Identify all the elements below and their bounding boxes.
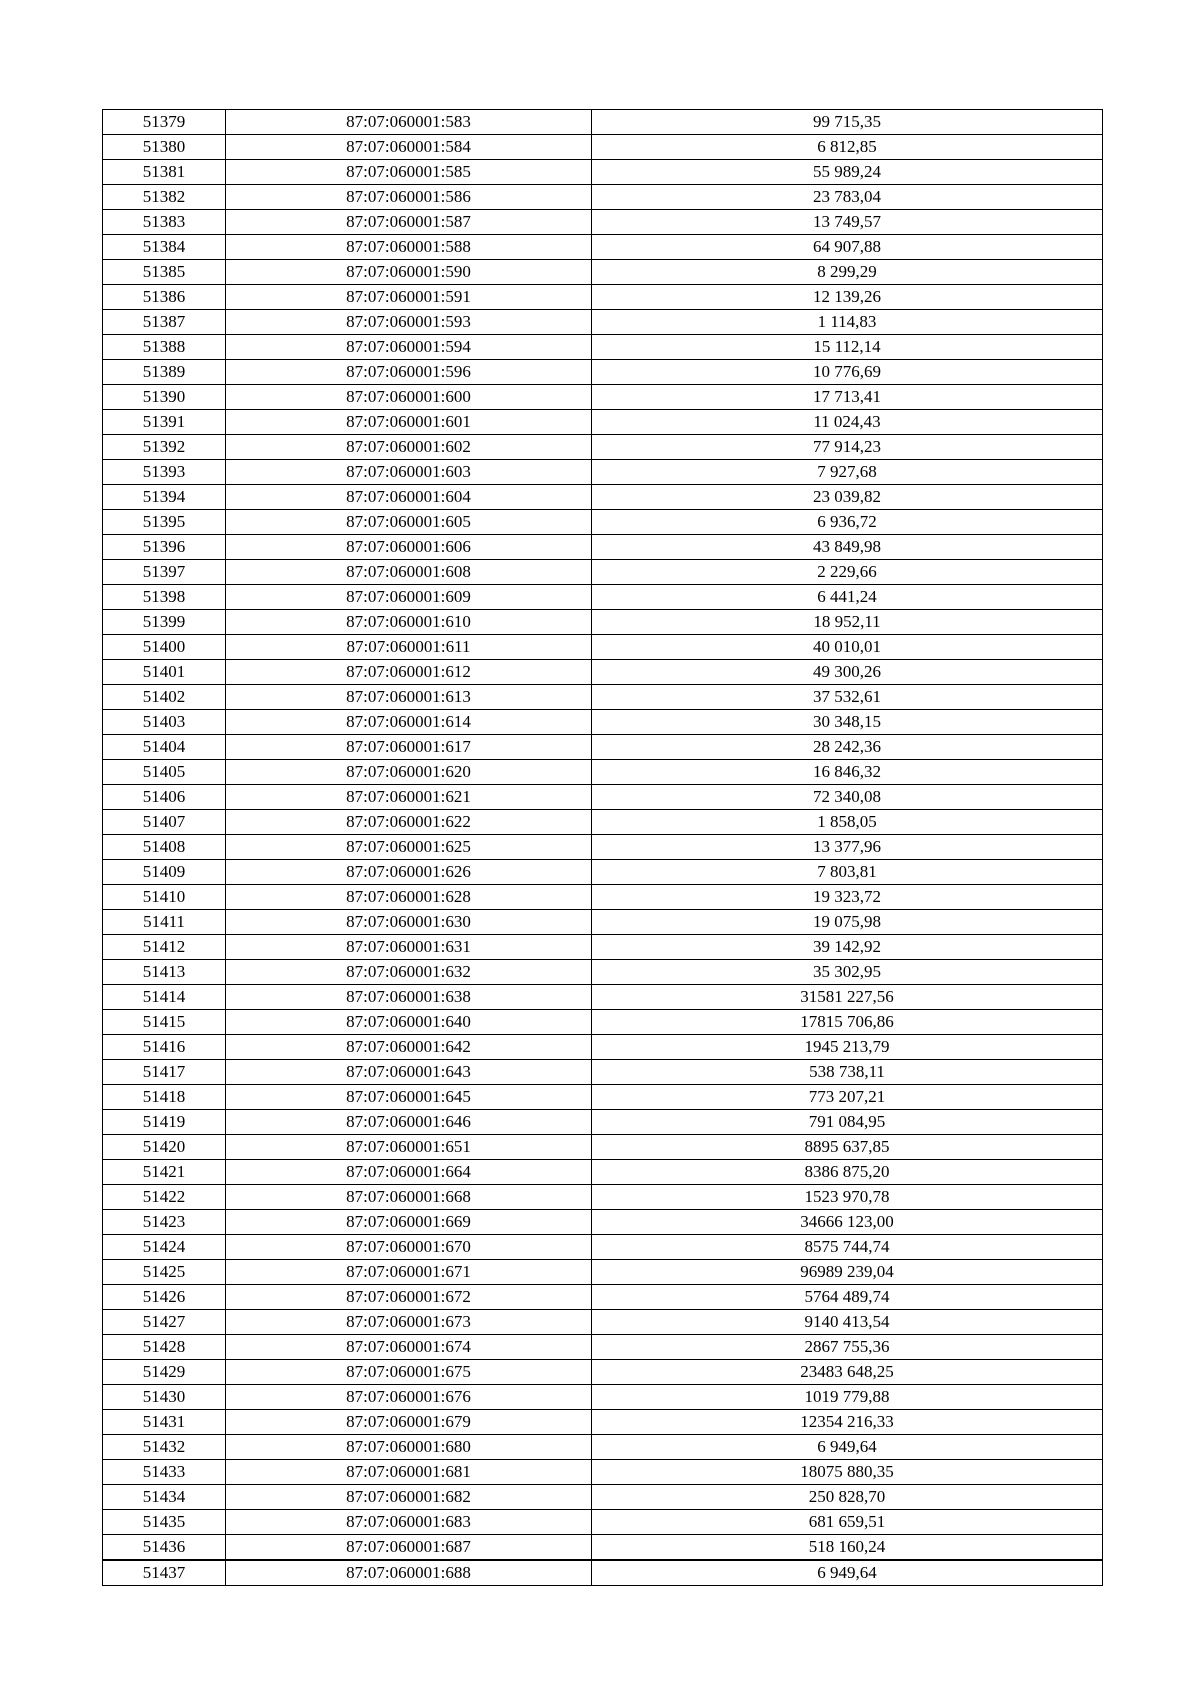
cadastral-value-cell: 13 749,57 <box>592 210 1103 235</box>
table-row <box>103 410 1103 435</box>
cadastral-number-cell: 87:07:060001:672 <box>226 1285 592 1310</box>
cadastral-value-cell: 30 348,15 <box>592 710 1103 735</box>
cadastral-number-cell: 87:07:060001:591 <box>226 285 592 310</box>
row-number-cell: 51401 <box>103 660 226 685</box>
table-row <box>103 560 1103 585</box>
table-row <box>103 435 1103 460</box>
cadastral-value-cell: 23483 648,25 <box>592 1360 1103 1385</box>
cadastral-number-cell: 87:07:060001:583 <box>226 110 592 135</box>
cadastral-value-cell: 64 907,88 <box>592 235 1103 260</box>
table-row <box>103 1435 1103 1460</box>
table-row <box>103 1260 1103 1285</box>
row-number-cell: 51403 <box>103 710 226 735</box>
table-row <box>103 885 1103 910</box>
table-row <box>103 835 1103 860</box>
row-number-cell: 51386 <box>103 285 226 310</box>
table-row <box>103 1535 1103 1561</box>
cadastral-value-cell: 37 532,61 <box>592 685 1103 710</box>
row-number-cell: 51404 <box>103 735 226 760</box>
cadastral-number-cell: 87:07:060001:674 <box>226 1335 592 1360</box>
row-number-cell: 51419 <box>103 1110 226 1135</box>
cadastral-number-cell: 87:07:060001:682 <box>226 1485 592 1510</box>
cadastral-value-cell: 681 659,51 <box>592 1510 1103 1535</box>
cadastral-number-cell: 87:07:060001:676 <box>226 1385 592 1410</box>
cadastral-number-cell: 87:07:060001:601 <box>226 410 592 435</box>
cadastral-value-cell: 35 302,95 <box>592 960 1103 985</box>
cadastral-value-cell: 96989 239,04 <box>592 1260 1103 1285</box>
table-row <box>103 910 1103 935</box>
table-row <box>103 935 1103 960</box>
cadastral-number-cell: 87:07:060001:611 <box>226 635 592 660</box>
row-number-cell: 51402 <box>103 685 226 710</box>
cadastral-number-cell: 87:07:060001:681 <box>226 1460 592 1485</box>
cadastral-value-cell: 6 812,85 <box>592 135 1103 160</box>
table-row <box>103 135 1103 160</box>
cadastral-value-cell: 8575 744,74 <box>592 1235 1103 1260</box>
cadastral-value-cell: 23 783,04 <box>592 185 1103 210</box>
cadastral-value-cell: 6 949,64 <box>592 1560 1103 1586</box>
cadastral-number-cell: 87:07:060001:608 <box>226 560 592 585</box>
cadastral-value-cell: 8895 637,85 <box>592 1135 1103 1160</box>
cadastral-number-cell: 87:07:060001:604 <box>226 485 592 510</box>
row-number-cell: 51426 <box>103 1285 226 1310</box>
cadastral-value-table <box>102 109 1103 1586</box>
cadastral-value-cell: 11 024,43 <box>592 410 1103 435</box>
cadastral-value-cell: 791 084,95 <box>592 1110 1103 1135</box>
table-row <box>103 460 1103 485</box>
cadastral-value-cell: 99 715,35 <box>592 110 1103 135</box>
cadastral-number-cell: 87:07:060001:587 <box>226 210 592 235</box>
row-number-cell: 51430 <box>103 1385 226 1410</box>
table-row <box>103 1010 1103 1035</box>
cadastral-value-cell: 250 828,70 <box>592 1485 1103 1510</box>
cadastral-number-cell: 87:07:060001:594 <box>226 335 592 360</box>
cadastral-number-cell: 87:07:060001:675 <box>226 1360 592 1385</box>
row-number-cell: 51433 <box>103 1460 226 1485</box>
row-number-cell: 51422 <box>103 1185 226 1210</box>
table-row <box>103 160 1103 185</box>
cadastral-number-cell: 87:07:060001:646 <box>226 1110 592 1135</box>
cadastral-value-cell: 6 936,72 <box>592 510 1103 535</box>
table-row <box>103 360 1103 385</box>
row-number-cell: 51390 <box>103 385 226 410</box>
cadastral-value-cell: 13 377,96 <box>592 835 1103 860</box>
row-number-cell: 51415 <box>103 1010 226 1035</box>
row-number-cell: 51400 <box>103 635 226 660</box>
cadastral-number-cell: 87:07:060001:628 <box>226 885 592 910</box>
cadastral-number-cell: 87:07:060001:642 <box>226 1035 592 1060</box>
row-number-cell: 51421 <box>103 1160 226 1185</box>
cadastral-value-cell: 43 849,98 <box>592 535 1103 560</box>
table-row <box>103 1060 1103 1085</box>
cadastral-number-cell: 87:07:060001:605 <box>226 510 592 535</box>
cadastral-number-cell: 87:07:060001:631 <box>226 935 592 960</box>
cadastral-number-cell: 87:07:060001:600 <box>226 385 592 410</box>
row-number-cell: 51384 <box>103 235 226 260</box>
table-row <box>103 760 1103 785</box>
cadastral-value-cell: 55 989,24 <box>592 160 1103 185</box>
table-row <box>103 1210 1103 1235</box>
table-row <box>103 1485 1103 1510</box>
row-number-cell: 51381 <box>103 160 226 185</box>
cadastral-number-cell: 87:07:060001:612 <box>226 660 592 685</box>
cadastral-value-cell: 1 114,83 <box>592 310 1103 335</box>
cadastral-value-cell: 8 299,29 <box>592 260 1103 285</box>
cadastral-number-cell: 87:07:060001:632 <box>226 960 592 985</box>
table-row <box>103 385 1103 410</box>
table-row <box>103 985 1103 1010</box>
row-number-cell: 51411 <box>103 910 226 935</box>
row-number-cell: 51428 <box>103 1335 226 1360</box>
table-row <box>103 1135 1103 1160</box>
cadastral-number-cell: 87:07:060001:602 <box>226 435 592 460</box>
row-number-cell: 51437 <box>103 1560 226 1586</box>
cadastral-value-cell: 16 846,32 <box>592 760 1103 785</box>
cadastral-number-cell: 87:07:060001:603 <box>226 460 592 485</box>
cadastral-number-cell: 87:07:060001:688 <box>226 1560 592 1586</box>
cadastral-number-cell: 87:07:060001:671 <box>226 1260 592 1285</box>
cadastral-value-cell: 518 160,24 <box>592 1535 1103 1561</box>
table-row <box>103 1335 1103 1360</box>
cadastral-value-cell: 40 010,01 <box>592 635 1103 660</box>
cadastral-value-cell: 77 914,23 <box>592 435 1103 460</box>
cadastral-value-cell: 1945 213,79 <box>592 1035 1103 1060</box>
table-row <box>103 260 1103 285</box>
table-row <box>103 485 1103 510</box>
cadastral-number-cell: 87:07:060001:593 <box>226 310 592 335</box>
cadastral-value-cell: 23 039,82 <box>592 485 1103 510</box>
row-number-cell: 51424 <box>103 1235 226 1260</box>
cadastral-value-cell: 1019 779,88 <box>592 1385 1103 1410</box>
cadastral-number-cell: 87:07:060001:590 <box>226 260 592 285</box>
table-row <box>103 110 1103 135</box>
row-number-cell: 51425 <box>103 1260 226 1285</box>
cadastral-number-cell: 87:07:060001:651 <box>226 1135 592 1160</box>
cadastral-number-cell: 87:07:060001:664 <box>226 1160 592 1185</box>
row-number-cell: 51388 <box>103 335 226 360</box>
cadastral-value-cell: 12 139,26 <box>592 285 1103 310</box>
cadastral-value-cell: 19 075,98 <box>592 910 1103 935</box>
cadastral-value-cell: 773 207,21 <box>592 1085 1103 1110</box>
row-number-cell: 51420 <box>103 1135 226 1160</box>
cadastral-number-cell: 87:07:060001:586 <box>226 185 592 210</box>
cadastral-value-cell: 7 927,68 <box>592 460 1103 485</box>
table-row <box>103 185 1103 210</box>
cadastral-number-cell: 87:07:060001:670 <box>226 1235 592 1260</box>
row-number-cell: 51387 <box>103 310 226 335</box>
row-number-cell: 51383 <box>103 210 226 235</box>
row-number-cell: 51434 <box>103 1485 226 1510</box>
row-number-cell: 51418 <box>103 1085 226 1110</box>
cadastral-number-cell: 87:07:060001:596 <box>226 360 592 385</box>
cadastral-number-cell: 87:07:060001:610 <box>226 610 592 635</box>
row-number-cell: 51410 <box>103 885 226 910</box>
table-row <box>103 1360 1103 1385</box>
cadastral-number-cell: 87:07:060001:668 <box>226 1185 592 1210</box>
table-row <box>103 1160 1103 1185</box>
row-number-cell: 51413 <box>103 960 226 985</box>
cadastral-value-cell: 15 112,14 <box>592 335 1103 360</box>
row-number-cell: 51393 <box>103 460 226 485</box>
table-row <box>103 1235 1103 1260</box>
cadastral-number-cell: 87:07:060001:613 <box>226 685 592 710</box>
table-row <box>103 735 1103 760</box>
row-number-cell: 51407 <box>103 810 226 835</box>
table-row <box>103 310 1103 335</box>
cadastral-number-cell: 87:07:060001:621 <box>226 785 592 810</box>
row-number-cell: 51395 <box>103 510 226 535</box>
cadastral-value-cell: 8386 875,20 <box>592 1160 1103 1185</box>
row-number-cell: 51417 <box>103 1060 226 1085</box>
row-number-cell: 51394 <box>103 485 226 510</box>
cadastral-number-cell: 87:07:060001:614 <box>226 710 592 735</box>
table-row <box>103 660 1103 685</box>
cadastral-number-cell: 87:07:060001:622 <box>226 810 592 835</box>
table-row <box>103 1510 1103 1535</box>
row-number-cell: 51392 <box>103 435 226 460</box>
table-row <box>103 785 1103 810</box>
row-number-cell: 51398 <box>103 585 226 610</box>
table-row <box>103 685 1103 710</box>
table-row <box>103 210 1103 235</box>
table-row <box>103 335 1103 360</box>
cadastral-value-cell: 1 858,05 <box>592 810 1103 835</box>
table-body <box>103 110 1103 1586</box>
cadastral-number-cell: 87:07:060001:620 <box>226 760 592 785</box>
cadastral-number-cell: 87:07:060001:638 <box>226 985 592 1010</box>
table-row <box>103 235 1103 260</box>
row-number-cell: 51435 <box>103 1510 226 1535</box>
cadastral-value-cell: 28 242,36 <box>592 735 1103 760</box>
row-number-cell: 51427 <box>103 1310 226 1335</box>
row-number-cell: 51379 <box>103 110 226 135</box>
cadastral-value-cell: 2 229,66 <box>592 560 1103 585</box>
table-row <box>103 285 1103 310</box>
row-number-cell: 51414 <box>103 985 226 1010</box>
cadastral-value-cell: 12354 216,33 <box>592 1410 1103 1435</box>
row-number-cell: 51396 <box>103 535 226 560</box>
table-row <box>103 1460 1103 1485</box>
cadastral-value-cell: 9140 413,54 <box>592 1310 1103 1335</box>
cadastral-number-cell: 87:07:060001:626 <box>226 860 592 885</box>
cadastral-value-cell: 5764 489,74 <box>592 1285 1103 1310</box>
cadastral-number-cell: 87:07:060001:588 <box>226 235 592 260</box>
cadastral-value-cell: 17815 706,86 <box>592 1010 1103 1035</box>
table-row <box>103 1185 1103 1210</box>
cadastral-value-cell: 1523 970,78 <box>592 1185 1103 1210</box>
row-number-cell: 51406 <box>103 785 226 810</box>
table-row <box>103 960 1103 985</box>
cadastral-value-cell: 6 949,64 <box>592 1435 1103 1460</box>
cadastral-number-cell: 87:07:060001:645 <box>226 1085 592 1110</box>
cadastral-value-cell: 10 776,69 <box>592 360 1103 385</box>
cadastral-value-cell: 18075 880,35 <box>592 1460 1103 1485</box>
row-number-cell: 51431 <box>103 1410 226 1435</box>
table-row <box>103 810 1103 835</box>
table-row <box>103 1310 1103 1335</box>
row-number-cell: 51412 <box>103 935 226 960</box>
row-number-cell: 51397 <box>103 560 226 585</box>
table-row <box>103 510 1103 535</box>
row-number-cell: 51436 <box>103 1535 226 1561</box>
row-number-cell: 51408 <box>103 835 226 860</box>
table-row <box>103 1085 1103 1110</box>
row-number-cell: 51405 <box>103 760 226 785</box>
cadastral-number-cell: 87:07:060001:617 <box>226 735 592 760</box>
cadastral-number-cell: 87:07:060001:643 <box>226 1060 592 1085</box>
cadastral-number-cell: 87:07:060001:584 <box>226 135 592 160</box>
table-row <box>103 610 1103 635</box>
cadastral-number-cell: 87:07:060001:585 <box>226 160 592 185</box>
table-row <box>103 1560 1103 1586</box>
cadastral-number-cell: 87:07:060001:687 <box>226 1535 592 1561</box>
cadastral-value-cell: 31581 227,56 <box>592 985 1103 1010</box>
cadastral-number-cell: 87:07:060001:683 <box>226 1510 592 1535</box>
table-row <box>103 1385 1103 1410</box>
table-row <box>103 710 1103 735</box>
cadastral-number-cell: 87:07:060001:625 <box>226 835 592 860</box>
cadastral-value-cell: 39 142,92 <box>592 935 1103 960</box>
row-number-cell: 51416 <box>103 1035 226 1060</box>
row-number-cell: 51423 <box>103 1210 226 1235</box>
cadastral-number-cell: 87:07:060001:630 <box>226 910 592 935</box>
cadastral-number-cell: 87:07:060001:669 <box>226 1210 592 1235</box>
cadastral-value-cell: 18 952,11 <box>592 610 1103 635</box>
cadastral-number-cell: 87:07:060001:640 <box>226 1010 592 1035</box>
cadastral-number-cell: 87:07:060001:679 <box>226 1410 592 1435</box>
cadastral-value-cell: 538 738,11 <box>592 1060 1103 1085</box>
cadastral-value-cell: 49 300,26 <box>592 660 1103 685</box>
row-number-cell: 51432 <box>103 1435 226 1460</box>
cadastral-value-cell: 19 323,72 <box>592 885 1103 910</box>
cadastral-value-cell: 7 803,81 <box>592 860 1103 885</box>
table-row <box>103 1035 1103 1060</box>
row-number-cell: 51391 <box>103 410 226 435</box>
cadastral-number-cell: 87:07:060001:673 <box>226 1310 592 1335</box>
cadastral-number-cell: 87:07:060001:606 <box>226 535 592 560</box>
row-number-cell: 51409 <box>103 860 226 885</box>
row-number-cell: 51399 <box>103 610 226 635</box>
cadastral-value-cell: 34666 123,00 <box>592 1210 1103 1235</box>
row-number-cell: 51429 <box>103 1360 226 1385</box>
cadastral-number-cell: 87:07:060001:609 <box>226 585 592 610</box>
cadastral-value-cell: 17 713,41 <box>592 385 1103 410</box>
cadastral-number-cell: 87:07:060001:680 <box>226 1435 592 1460</box>
table-row <box>103 535 1103 560</box>
table-row <box>103 585 1103 610</box>
row-number-cell: 51385 <box>103 260 226 285</box>
row-number-cell: 51389 <box>103 360 226 385</box>
table-row <box>103 1110 1103 1135</box>
table-row <box>103 635 1103 660</box>
table-row <box>103 860 1103 885</box>
cadastral-value-cell: 6 441,24 <box>592 585 1103 610</box>
row-number-cell: 51380 <box>103 135 226 160</box>
cadastral-value-cell: 72 340,08 <box>592 785 1103 810</box>
table-row <box>103 1410 1103 1435</box>
cadastral-value-cell: 2867 755,36 <box>592 1335 1103 1360</box>
table-row <box>103 1285 1103 1310</box>
row-number-cell: 51382 <box>103 185 226 210</box>
